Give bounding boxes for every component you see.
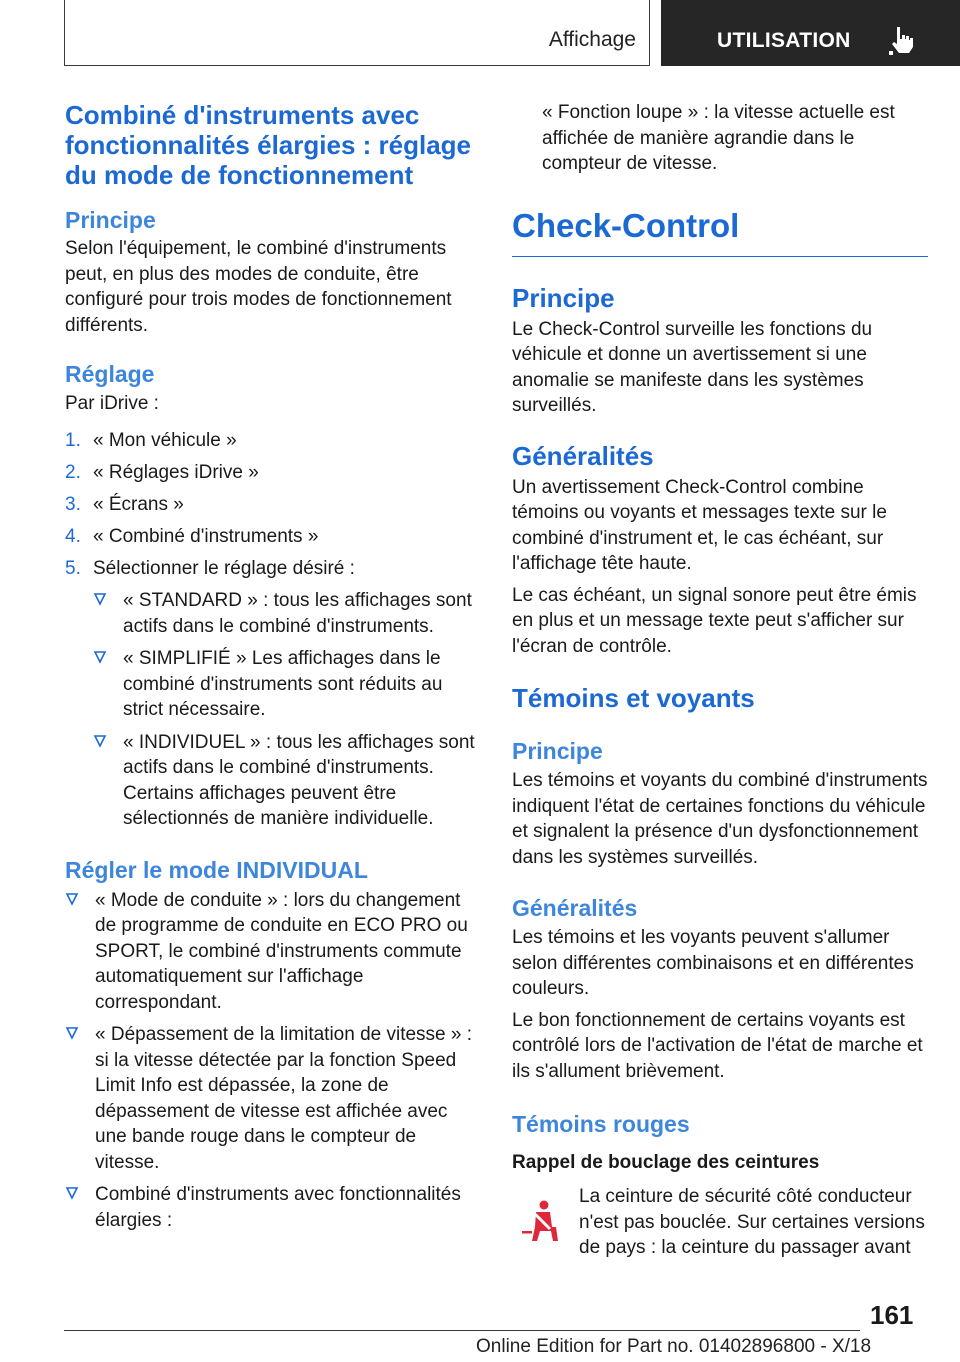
- step-number: 5.: [65, 557, 81, 579]
- individual-text: « Mode de conduite » : lors du changement de programme de conduite en ECO PRO ou SPORT, le combiné d'instruments commute automatiquement sur l'affichage correspondant.: [95, 889, 468, 1013]
- cc-generalites-paragraph-2: Le cas échéant, un signal sonore peut être émis en plus et un message texte peut s'afficher sur l'écran de contrôle.: [512, 584, 917, 657]
- loupe-text: « Fonction loupe » : la vitesse actuelle est affichée de manière agrandie dans le compteur de vitesse.: [542, 102, 895, 174]
- temoins-generalites-heading: Généralités: [512, 895, 638, 921]
- page-number: 161: [870, 1300, 914, 1330]
- step-text: « Écrans »: [93, 493, 184, 515]
- section-title: Combiné d'instruments avec fonctionnalités élargies : réglage du mode de fonctionnement: [65, 100, 471, 190]
- list-item: [93, 646, 475, 723]
- individual-heading: Régler le mode INDIVIDUAL: [65, 856, 368, 883]
- chapter-divider: [512, 256, 928, 257]
- steps-list: [65, 428, 475, 582]
- temoins-generalites-paragraph-2: Le bon fonctionnement de certains voyants est contrôlé lors de l'activation de l'état de marche et ils s'allument brièvement.: [512, 1009, 923, 1082]
- right-column: [512, 100, 932, 1261]
- individual-text: Combiné d'instruments avec fonctionnalités élargies :: [95, 1184, 461, 1231]
- individual-list: [65, 888, 475, 1234]
- mode-text: « INDIVIDUEL » : tous les affichages sont actifs dans le combiné d'instruments. Certains affichages peuvent être sélectionnés de manière individuelle.: [123, 731, 475, 829]
- cc-generalites-paragraph-1: Un avertissement Check-Control combine témoins ou voyants et messages texte sur le combiné d'instrument et, le cas échéant, sur l'affichage tête haute.: [512, 476, 887, 574]
- step-text: « Mon véhicule »: [93, 429, 237, 451]
- triangle-bullet-icon: [93, 731, 107, 751]
- rouges-heading: Témoins rouges: [512, 1111, 690, 1137]
- triangle-bullet-icon: [65, 889, 79, 909]
- step-number: 2.: [65, 461, 81, 483]
- temoins-principe-heading: Principe: [512, 738, 603, 764]
- list-item: [65, 524, 475, 550]
- reglage-intro: Par iDrive :: [65, 393, 159, 414]
- header-chapter-label: UTILISATION: [717, 29, 851, 52]
- step-text: Sélectionner le réglage désiré :: [93, 557, 355, 579]
- list-item: [65, 492, 475, 518]
- list-item: [65, 1022, 475, 1175]
- hand-pointer-icon: [887, 25, 919, 55]
- seatbelt-warning-icon: [520, 1199, 564, 1243]
- step-number: 4.: [65, 525, 81, 547]
- left-column: [65, 100, 475, 1233]
- list-item: [65, 460, 475, 486]
- triangle-bullet-icon: [93, 589, 107, 609]
- cc-principe-heading: Principe: [512, 282, 615, 313]
- list-item: [93, 730, 475, 832]
- modes-list: [65, 588, 475, 832]
- temoins-heading: Témoins et voyants: [512, 683, 755, 713]
- list-item: [93, 588, 475, 639]
- belt-warning-row: [512, 1184, 932, 1261]
- mode-text: « STANDARD » : tous les affichages sont actifs dans le combiné d'instruments.: [123, 590, 472, 637]
- triangle-bullet-icon: [93, 647, 107, 667]
- belt-heading: Rappel de bouclage des ceintures: [512, 1152, 820, 1173]
- list-item: [65, 428, 475, 454]
- triangle-bullet-icon: [65, 1183, 79, 1203]
- chapter-title: Check-Control: [512, 206, 740, 244]
- loupe-item: [512, 100, 932, 177]
- step-number: 3.: [65, 493, 81, 515]
- temoins-principe-paragraph: Les témoins et voyants du combiné d'instruments indiquent l'état de certaines fonctions du véhicule et signalent la présence d'un dysfonctionnement dans les systèmes surveillés.: [512, 770, 928, 868]
- step-number: 1.: [65, 429, 81, 451]
- triangle-bullet-icon: [65, 1023, 79, 1043]
- header-section-title: Affichage: [548, 28, 636, 51]
- footer-edition: Online Edition for Part no. 01402896800 - X/18: [476, 1336, 872, 1357]
- reglage-heading: Réglage: [65, 361, 155, 387]
- list-item: [65, 556, 475, 582]
- individual-text: « Dépassement de la limitation de vitesse » : si la vitesse détectée par la fonction Speed Limit Info est dépassée, la zone de dépassement de vitesse est affichée avec une bande rouge dans le compteur de vitesse.: [95, 1024, 473, 1173]
- mode-text: « SIMPLIFIÉ » Les affichages dans le combiné d'instruments sont réduits au strict nécessaire.: [123, 648, 443, 720]
- temoins-generalites-paragraph-1: Les témoins et les voyants peuvent s'allumer selon différentes combinaisons et en différentes couleurs.: [512, 927, 914, 999]
- cc-principe-paragraph: Le Check-Control surveille les fonctions du véhicule et donne un avertissement si une anomalie se manifeste dans les systèmes surveillés.: [512, 318, 873, 416]
- step-text: « Combiné d'instruments »: [93, 525, 319, 547]
- principe-paragraph: Selon l'équipement, le combiné d'instruments peut, en plus des modes de conduite, être configuré pour trois modes de fonctionnement différents.: [65, 238, 452, 336]
- belt-paragraph: La ceinture de sécurité côté conducteur n'est pas bouclée. Sur certaines versions de pays : la ceinture du passager avant: [579, 1186, 925, 1258]
- list-item: [65, 1182, 475, 1233]
- step-text: « Réglages iDrive »: [93, 461, 259, 483]
- header-chapter-tab: [661, 0, 960, 66]
- principe-heading: Principe: [65, 207, 156, 233]
- footer-divider: [64, 1330, 860, 1331]
- list-item: [65, 888, 475, 1016]
- cc-generalites-heading: Généralités: [512, 440, 654, 471]
